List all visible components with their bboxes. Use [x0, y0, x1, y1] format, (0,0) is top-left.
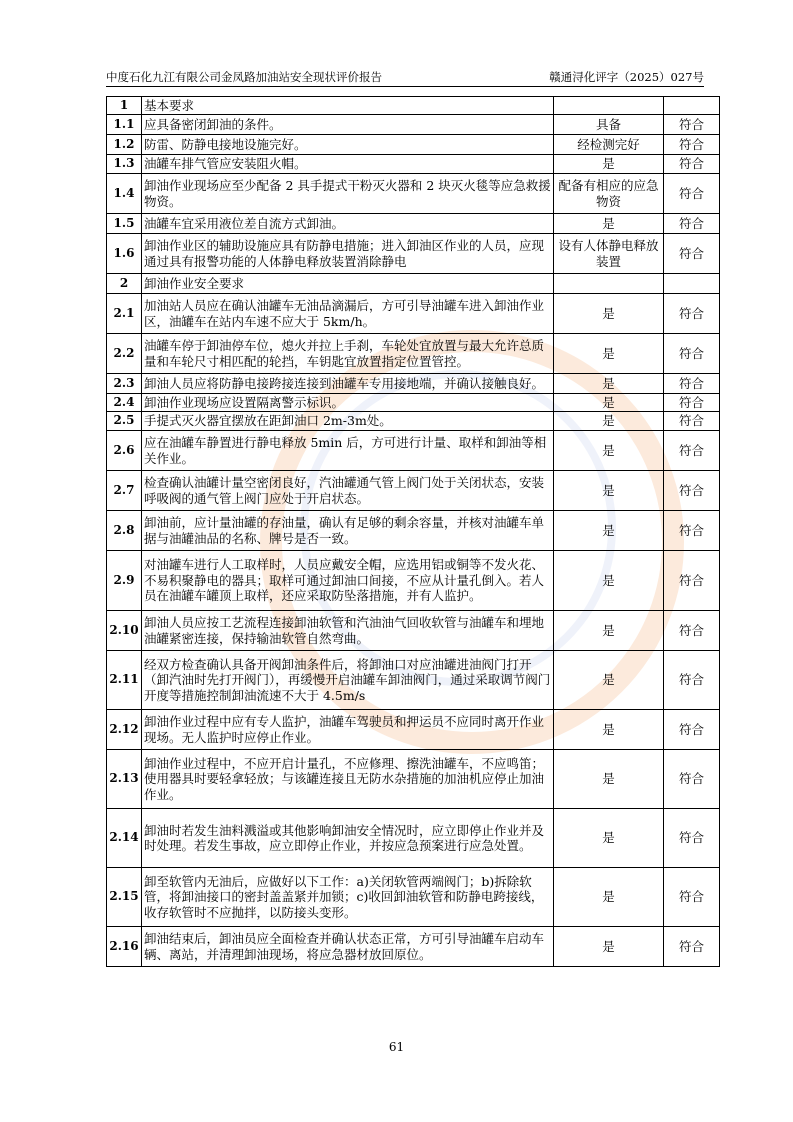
table-row: [107, 809, 720, 868]
table-row: [107, 334, 720, 374]
table-row: [107, 234, 720, 274]
requirement-text: 卸油人员应按工艺流程连接卸油软管和汽油油气回收软管与油罐车和埋地油罐紧密连接，保持输油软管自然弯曲。: [142, 611, 554, 651]
evaluation-cell: 符合: [664, 710, 720, 750]
status-cell: 是: [554, 927, 664, 967]
requirement-text: 油罐车排气管应安装阻火帽。: [142, 155, 554, 174]
row-number: 2.1: [107, 294, 142, 334]
row-number: 1.3: [107, 155, 142, 174]
table-row: [107, 710, 720, 750]
status-cell: 是: [554, 868, 664, 927]
requirement-text: 加油站人员应在确认油罐车无油品滴漏后，方可引导油罐车进入卸油作业区，油罐车在站内车速不应大于 5km/h。: [142, 294, 554, 334]
requirement-text: 卸油结束后，卸油员应全面检查并确认状态正常，方可引导油罐车启动车辆、离站，并清理卸油现场，将应急器材放回原位。: [142, 927, 554, 967]
status-cell: 是: [554, 431, 664, 471]
evaluation-cell: 符合: [664, 750, 720, 809]
evaluation-cell: 符合: [664, 115, 720, 135]
requirement-text: 油罐车宜采用液位差自流方式卸油。: [142, 214, 554, 234]
status-cell: 是: [554, 214, 664, 234]
row-number: 2.15: [107, 868, 142, 927]
evaluation-cell: 符合: [664, 155, 720, 174]
requirement-text: 检查确认油罐计量空密闭良好，汽油罐通气管上阀门处于关闭状态，安装呼吸阀的通气管上阀门应处于开启状态。: [142, 471, 554, 511]
evaluation-cell: 符合: [664, 374, 720, 394]
status-cell: 配备有相应的应急物资: [554, 174, 664, 214]
evaluation-cell: 符合: [664, 611, 720, 651]
row-number: 2.4: [107, 394, 142, 412]
requirement-text: 卸油作业过程中应有专人监护，油罐车驾驶员和押运员不应同时离开作业现场。无人监护时应停止作业。: [142, 710, 554, 750]
evaluation-cell: 符合: [664, 174, 720, 214]
table-row: [107, 551, 720, 611]
requirement-text: 卸油前，应计量油罐的存油量，确认有足够的剩余容量，并核对油罐车单据与油罐油品的名称、牌号是否一致。: [142, 511, 554, 551]
document-number: 赣通浔化评字（2025）027号: [549, 70, 704, 84]
row-number: 2.3: [107, 374, 142, 394]
row-number: 2.13: [107, 750, 142, 809]
table-row: [107, 294, 720, 334]
row-number: 2.2: [107, 334, 142, 374]
status-cell: 是: [554, 294, 664, 334]
requirement-text: 对油罐车进行人工取样时，人员应戴安全帽，应选用铝或铜等不发火花、不易积聚静电的器具；取样可通过卸油口间接，不应从计量孔倒入。若人员在油罐车罐顶上取样，还应采取防坠落措施，并有人监护。: [142, 551, 554, 611]
page-number: 61: [388, 1040, 405, 1054]
row-number: 1.4: [107, 174, 142, 214]
row-number: 1.1: [107, 115, 142, 135]
requirement-text: 基本要求: [142, 97, 554, 115]
requirement-text: 卸油作业区的辅助设施应具有防静电措施；进入卸油区作业的人员，应现通过具有报警功能的人体静电释放装置消除静电: [142, 234, 554, 274]
row-number: 2.5: [107, 412, 142, 431]
row-number: 2.7: [107, 471, 142, 511]
table-row: [107, 431, 720, 471]
evaluation-cell: 符合: [664, 334, 720, 374]
row-number: 1.2: [107, 135, 142, 155]
evaluation-cell: 符合: [664, 927, 720, 967]
table-row: [107, 927, 720, 967]
evaluation-cell: 符合: [664, 135, 720, 155]
row-number: 2.11: [107, 651, 142, 710]
evaluation-cell: 符合: [664, 511, 720, 551]
row-number: 2: [107, 274, 142, 294]
evaluation-cell: 符合: [664, 394, 720, 412]
status-cell: 是: [554, 155, 664, 174]
evaluation-cell: 符合: [664, 234, 720, 274]
table-row: [107, 274, 720, 294]
status-cell: 是: [554, 611, 664, 651]
status-cell: 经检测完好: [554, 135, 664, 155]
requirement-text: 卸油作业现场应至少配备 2 具手提式干粉灭火器和 2 块灭火毯等应急救援物资。: [142, 174, 554, 214]
status-cell: 是: [554, 334, 664, 374]
evaluation-cell: 符合: [664, 868, 720, 927]
table-body: [107, 97, 720, 967]
table-row: [107, 97, 720, 115]
requirement-text: 卸油作业安全要求: [142, 274, 554, 294]
evaluation-cell: 符合: [664, 412, 720, 431]
status-cell: 是: [554, 471, 664, 511]
requirements-table: [106, 96, 720, 967]
row-number: 2.9: [107, 551, 142, 611]
requirement-text: 防雷、防静电接地设施完好。: [142, 135, 554, 155]
requirement-text: 应具备密闭卸油的条件。: [142, 115, 554, 135]
status-cell: 是: [554, 511, 664, 551]
table-row: [107, 374, 720, 394]
row-number: 1.6: [107, 234, 142, 274]
requirement-text: 经双方检查确认具备开阀卸油条件后，将卸油口对应油罐进油阀门打开（卸汽油时先打开阀门），再缓慢开启油罐车卸油阀门，通过采取调节阀门开度等措施控制卸油流速不大于 4.5m/s: [142, 651, 554, 710]
status-cell: 是: [554, 374, 664, 394]
report-title: 中度石化九江有限公司金凤路加油站安全现状评价报告: [106, 70, 382, 84]
evaluation-cell: 符合: [664, 651, 720, 710]
evaluation-cell: [664, 97, 720, 115]
status-cell: 是: [554, 809, 664, 868]
row-number: 2.6: [107, 431, 142, 471]
evaluation-cell: 符合: [664, 294, 720, 334]
status-cell: 是: [554, 394, 664, 412]
table-row: [107, 471, 720, 511]
table-row: [107, 611, 720, 651]
table-row: [107, 651, 720, 710]
row-number: 1.5: [107, 214, 142, 234]
table-row: [107, 511, 720, 551]
row-number: 2.8: [107, 511, 142, 551]
requirement-text: 卸油时若发生油料溅溢或其他影响卸油安全情况时，应立即停止作业并及时处理。若发生事故，应立即停止作业，并按应急预案进行应急处置。: [142, 809, 554, 868]
row-number: 2.16: [107, 927, 142, 967]
evaluation-cell: 符合: [664, 214, 720, 234]
status-cell: 是: [554, 412, 664, 431]
requirement-text: 卸至软管内无油后，应做好以下工作：a)关闭软管两端阀门；b)拆除软管，将卸油接口的密封盖盖紧并加锁；c)收回卸油软管和防静电跨接线，收存软管时不应抛拌，以防接头变形。: [142, 868, 554, 927]
row-number: 1: [107, 97, 142, 115]
status-cell: [554, 274, 664, 294]
evaluation-cell: 符合: [664, 551, 720, 611]
row-number: 2.12: [107, 710, 142, 750]
requirement-text: 卸油人员应将防静电接跨接连接到油罐车专用接地端，并确认接触良好。: [142, 374, 554, 394]
requirement-text: 应在油罐车静置进行静电释放 5min 后，方可进行计量、取样和卸油等相关作业。: [142, 431, 554, 471]
status-cell: 是: [554, 750, 664, 809]
table-row: [107, 174, 720, 214]
status-cell: 是: [554, 551, 664, 611]
table-row: [107, 135, 720, 155]
table-row: [107, 412, 720, 431]
requirement-text: 卸油作业过程中，不应开启计量孔，不应修理、擦洗油罐车，不应鸣笛；使用器具时要轻拿轻放；与该罐连接且无防水杂措施的加油机应停止加油作业。: [142, 750, 554, 809]
row-number: 2.10: [107, 611, 142, 651]
page-header: [106, 66, 704, 87]
status-cell: 是: [554, 710, 664, 750]
status-cell: [554, 97, 664, 115]
table-row: [107, 750, 720, 809]
requirement-text: 卸油作业现场应设置隔离警示标识。: [142, 394, 554, 412]
status-cell: 具备: [554, 115, 664, 135]
evaluation-cell: [664, 274, 720, 294]
evaluation-cell: 符合: [664, 431, 720, 471]
status-cell: 设有人体静电释放装置: [554, 234, 664, 274]
table-row: [107, 394, 720, 412]
evaluation-cell: 符合: [664, 809, 720, 868]
row-number: 2.14: [107, 809, 142, 868]
table-row: [107, 115, 720, 135]
requirement-text: 油罐车停于卸油停车位，熄火并拉上手刹，车轮处宜放置与最大允许总质量和车轮尺寸相匹配的轮挡，车钥匙宜放置指定位置管控。: [142, 334, 554, 374]
table-row: [107, 214, 720, 234]
evaluation-cell: 符合: [664, 471, 720, 511]
requirement-text: 手提式灭火器宜摆放在距卸油口 2m-3m处。: [142, 412, 554, 431]
status-cell: 是: [554, 651, 664, 710]
table-row: [107, 868, 720, 927]
table-row: [107, 155, 720, 174]
